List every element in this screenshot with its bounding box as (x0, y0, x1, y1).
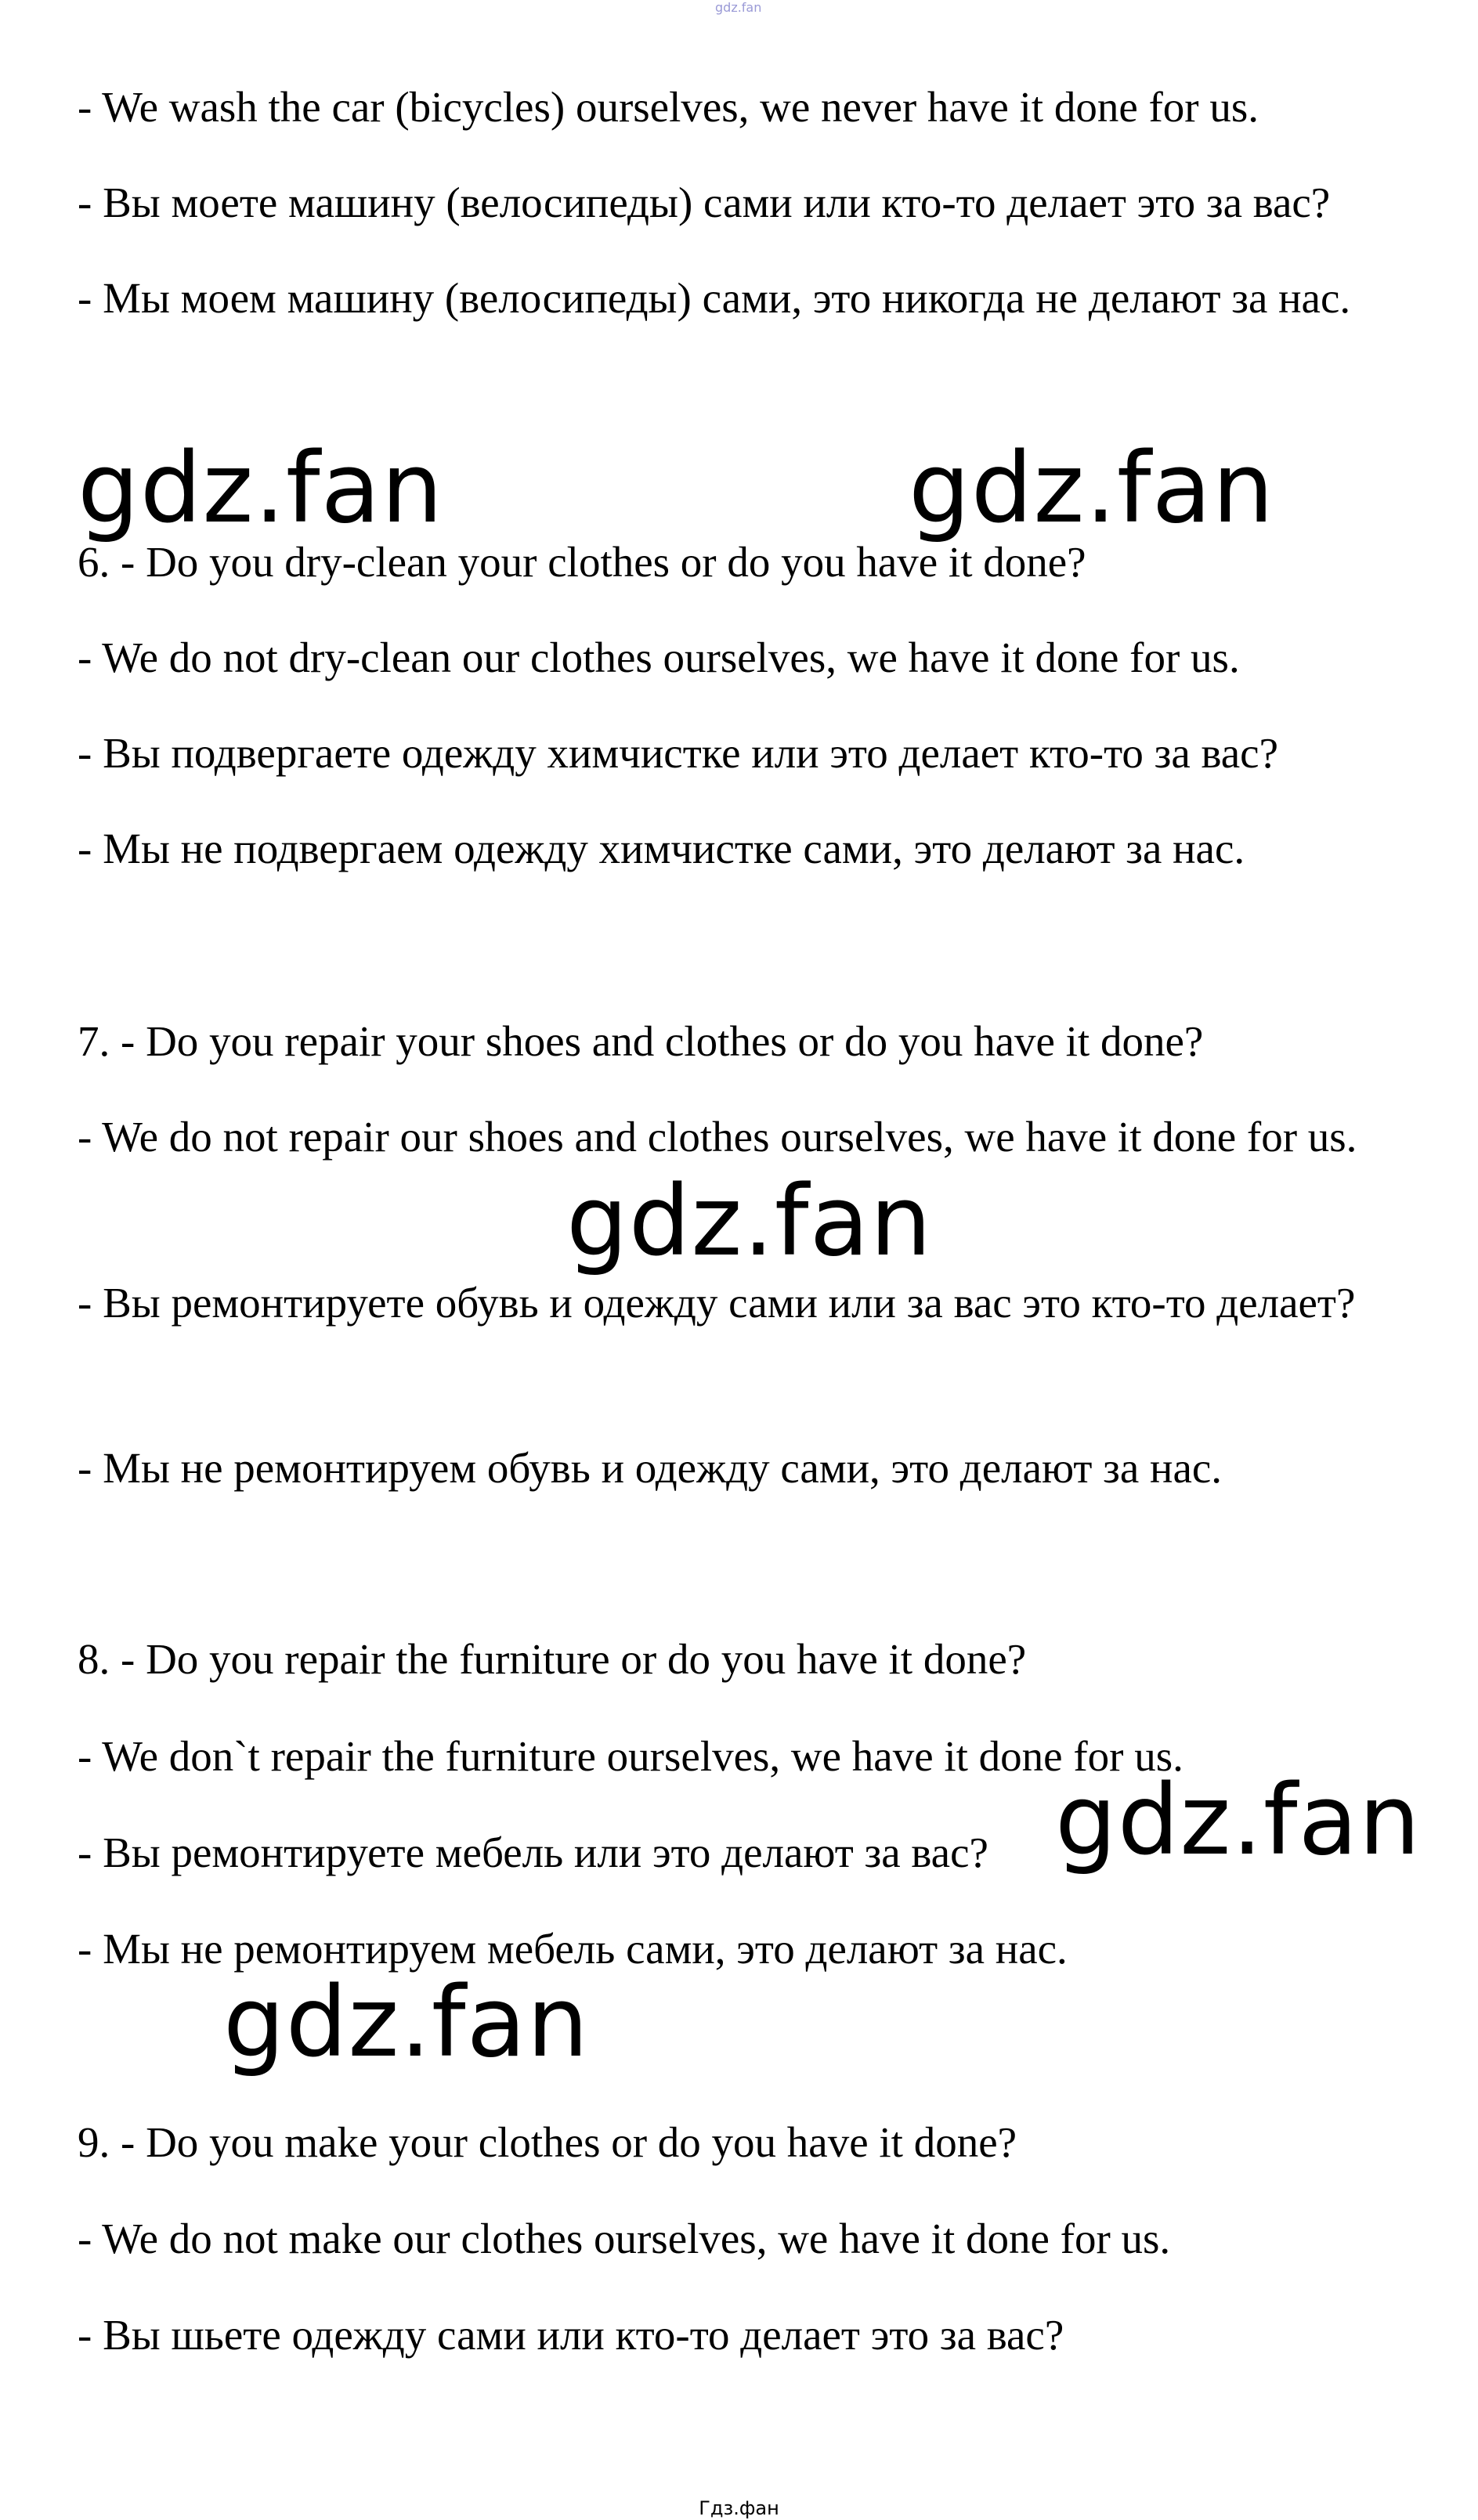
text-line: - Вы ремонтируете мебель или это делают за вас? (78, 1829, 988, 1876)
watermark: gdz.fan (223, 1966, 590, 2079)
watermark: gdz.fan (78, 432, 444, 545)
text-line: - Мы моем машину (велосипеды) сами, это никогда не делают за нас. (78, 274, 1351, 322)
text-line: 6. - Do you dry-clean your clothes or do you have it done? (78, 538, 1086, 586)
watermark: gdz.fan (566, 1165, 933, 1278)
text-line: - Мы не ремонтируем обувь и одежду сами, это делают за нас. (78, 1444, 1223, 1492)
text-line: - We do not make our clothes ourselves, we have it done for us. (78, 2215, 1171, 2262)
text-line: - Вы подвергаете одежду химчистке или это делает кто-то за вас? (78, 729, 1278, 777)
text-line: - Мы не ремонтируем мебель сами, это делают за нас. (78, 1925, 1068, 1973)
text-line: - We don`t repair the furniture ourselves, we have it done for us. (78, 1732, 1183, 1780)
watermark: gdz.fan (909, 432, 1275, 545)
text-line: - Вы ремонтируете обувь и одежду сами или за вас это кто-то делает? (78, 1279, 1356, 1327)
text-line: - We do not dry-clean our clothes ourselves, we have it done for us. (78, 634, 1240, 681)
site-mark-top: gdz.fan (715, 0, 762, 15)
text-line: - Вы шьете одежду сами или кто-то делает это за вас? (78, 2311, 1064, 2359)
text-line: 9. - Do you make your clothes or do you have it done? (78, 2118, 1017, 2166)
text-line: 8. - Do you repair the furniture or do you have it done? (78, 1635, 1027, 1683)
text-line: - We do not repair our shoes and clothes ourselves, we have it done for us. (78, 1113, 1357, 1161)
footer-site-name: Гдз.фан (699, 2497, 779, 2519)
text-line: - Мы не подвергаем одежду химчистке сами, это делают за нас. (78, 825, 1245, 872)
text-line: - We wash the car (bicycles) ourselves, we never have it done for us. (78, 83, 1259, 131)
text-line: 7. - Do you repair your shoes and clothes or do you have it done? (78, 1017, 1204, 1065)
watermark: gdz.fan (1055, 1764, 1422, 1877)
text-line: - Вы моете машину (велосипеды) сами или кто-то делает это за вас? (78, 179, 1331, 226)
